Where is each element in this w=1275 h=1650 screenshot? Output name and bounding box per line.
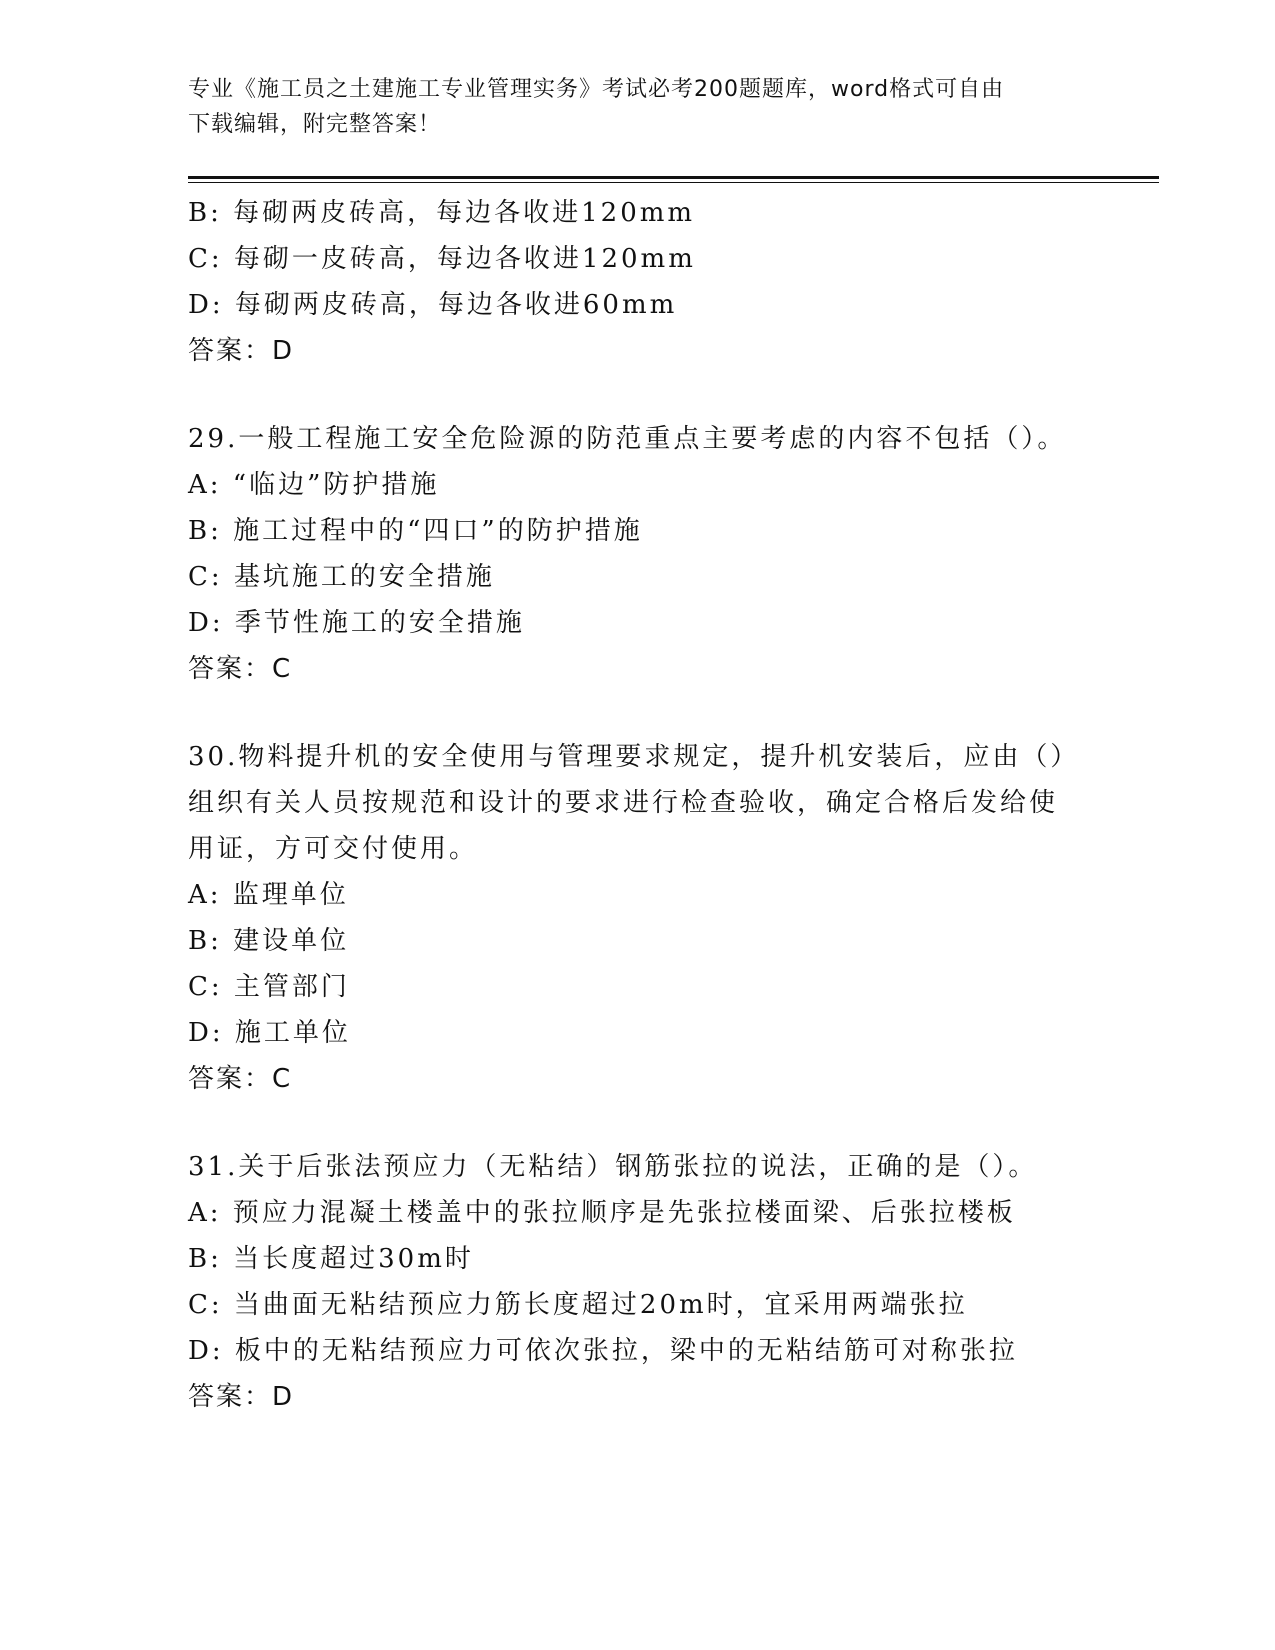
option-d: D: 施工单位 [188, 1018, 351, 1048]
option-c: C: 基坑施工的安全措施 [188, 562, 495, 592]
option-b: B: 当长度超过30m时 [188, 1244, 474, 1274]
question-text-line-3: 用证，方可交付使用。 [188, 834, 479, 864]
header-line-2: 下载编辑，附完整答案！ [188, 112, 442, 137]
header-rule-thin [188, 182, 1159, 183]
option-b: B: 每砌两皮砖高，每边各收进120mm [188, 198, 696, 228]
answer-line: 答案：C [188, 654, 293, 684]
question-text: 29.一般工程施工安全危险源的防范重点主要考虑的内容不包括（）。 [188, 424, 1067, 454]
answer-line: 答案：D [188, 1382, 295, 1412]
document-header [188, 72, 1088, 142]
question-31 [188, 1144, 1088, 1420]
document-body [188, 190, 1088, 1420]
header-rule-thick [188, 176, 1159, 179]
option-a: A: 监理单位 [188, 880, 349, 910]
option-a: A: “临边”防护措施 [188, 470, 440, 500]
option-c: C: 主管部门 [188, 972, 350, 1002]
question-text: 31.关于后张法预应力（无粘结）钢筋张拉的说法，正确的是（）。 [188, 1152, 1038, 1182]
option-d: D: 板中的无粘结预应力可依次张拉，梁中的无粘结筋可对称张拉 [188, 1336, 1018, 1366]
answer-line: 答案：C [188, 1064, 293, 1094]
option-a: A: 预应力混凝土楼盖中的张拉顺序是先张拉楼面梁、后张拉楼板 [188, 1198, 1016, 1228]
option-c: C: 当曲面无粘结预应力筋长度超过20m时，宜采用两端张拉 [188, 1290, 968, 1320]
option-c: C: 每砌一皮砖高，每边各收进120mm [188, 244, 696, 274]
question-29 [188, 416, 1088, 692]
prev-question-block [188, 190, 1088, 374]
answer-line: 答案：D [188, 336, 295, 366]
header-line-1: 专业《施工员之土建施工专业管理实务》考试必考200题题库，word格式可自由 [188, 77, 1005, 102]
question-text-line-2: 组织有关人员按规范和设计的要求进行检查验收，确定合格后发给使 [188, 788, 1059, 818]
question-30 [188, 734, 1088, 1102]
option-d: D: 季节性施工的安全措施 [188, 608, 525, 638]
option-d: D: 每砌两皮砖高，每边各收进60mm [188, 290, 678, 320]
option-b: B: 建设单位 [188, 926, 350, 956]
question-text-line-1: 30.物料提升机的安全使用与管理要求规定，提升机安装后，应由（） [188, 742, 1080, 772]
option-b: B: 施工过程中的“四口”的防护措施 [188, 516, 643, 546]
